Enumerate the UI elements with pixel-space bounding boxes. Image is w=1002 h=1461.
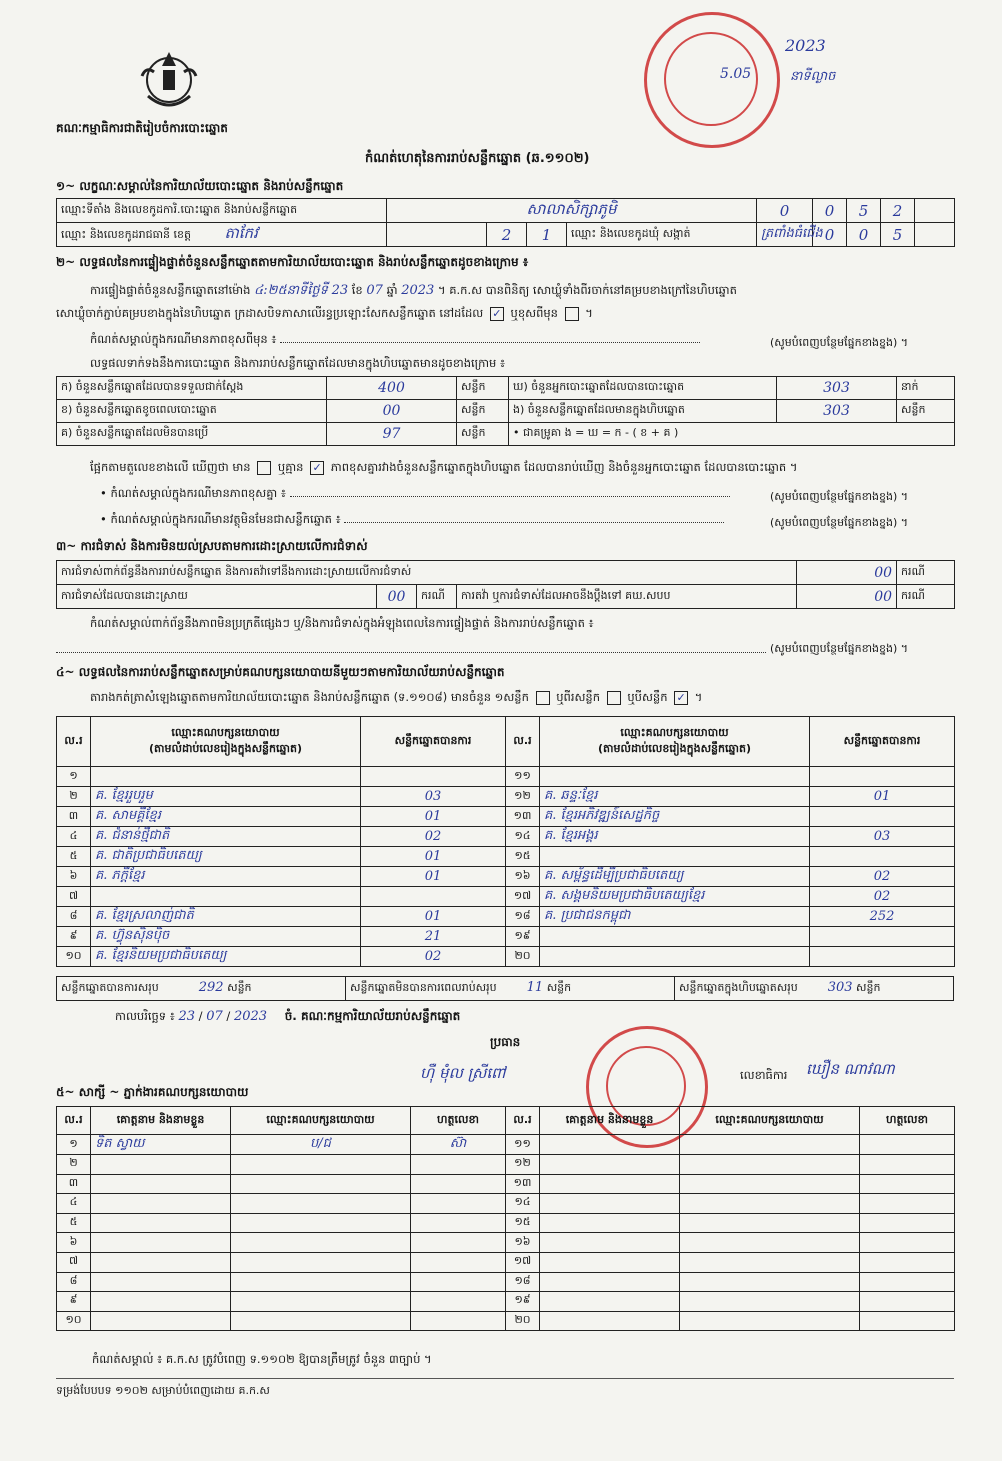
witness-row-number: ១៧ bbox=[506, 1252, 540, 1272]
party-row-number: ៨ bbox=[57, 907, 91, 927]
party-row-number: ៤ bbox=[57, 827, 91, 847]
witness-row-number: ១៨ bbox=[506, 1272, 540, 1292]
witness-row-number: ៦ bbox=[57, 1233, 91, 1253]
party-votes: 02 bbox=[361, 947, 506, 967]
witness-row-number: ១៣ bbox=[506, 1174, 540, 1194]
party-votes: 01 bbox=[361, 907, 506, 927]
party-name bbox=[540, 847, 810, 867]
party-row-number: ១៨ bbox=[506, 907, 540, 927]
commune-value: ត្រពាំងធំជើង bbox=[757, 223, 813, 247]
witness-name bbox=[540, 1233, 680, 1253]
unchanged-checkbox[interactable]: ✓ bbox=[490, 307, 504, 321]
party-votes bbox=[810, 927, 955, 947]
party-row-number: ១៣ bbox=[506, 807, 540, 827]
witness-name bbox=[540, 1311, 680, 1331]
party-votes: 02 bbox=[810, 867, 955, 887]
witness-signature bbox=[860, 1155, 955, 1175]
verification-year: 2023 bbox=[401, 283, 435, 298]
party-row-number: ១០ bbox=[57, 947, 91, 967]
witness-row-number: ១២ bbox=[506, 1155, 540, 1175]
party-name bbox=[91, 767, 361, 787]
commune-code-3: 5 bbox=[881, 223, 915, 247]
commune-label: ឈ្មោះ និងលេខកូដឃុំ សង្កាត់ bbox=[571, 226, 691, 240]
table-row bbox=[57, 927, 955, 947]
party-votes bbox=[361, 767, 506, 787]
table-row bbox=[57, 1292, 955, 1312]
witness-name bbox=[540, 1174, 680, 1194]
party-row-number: ៣ bbox=[57, 807, 91, 827]
office-code-4: 2 bbox=[881, 199, 915, 223]
witness-name bbox=[540, 1213, 680, 1233]
witness-name: ទិត ស្វាយ bbox=[91, 1135, 231, 1155]
witness-row-number: ៣ bbox=[57, 1174, 91, 1194]
witness-table: ល.រ គោត្តនាម និងនាមខ្លួន ឈ្មោះគណបក្សនយោបាយ ហត្ថលេខា ល.រ គោត្តនាម និងនាមខ្លួន ឈ្មោះគណបក្សនយោបាយ ហត្ថលេខា ១ ទិត ស្វាយ ប/ជ ស៊ា ១១ ២ ១២ ៣ ១៣ ៤ ១៤ ៥ ១៥ ៦ ១៦ ៧ ១៧ ៨ ១៨ ៩ ១៩ ១០ ២០ bbox=[56, 1106, 955, 1331]
witness-signature bbox=[411, 1155, 506, 1175]
party-results-table: ល.រ ឈ្មោះគណបក្សនយោបាយ (តាមលំដាប់លេខរៀងក្នុងសន្លឹកឆ្នោត) សន្លឹកឆ្នោតបានការ ល.រ ឈ្មោះគណបក្សនយោបាយ (តាមលំដាប់លេខរៀងក្នុងសន្លឹកឆ្នោត) សន្លឹកឆ្នោតបានការ ១ ១១ ២ គ. ខ្មែររួបរួម 03 ១២ គ. ឆន្ទៈខ្មែរ 01 ៣ គ. សាមគ្គីខ្មែរ 01 ១៣ គ. ខ្មែរអភិវឌ្ឍន៍សេដ្ឋកិច្ច ៤ គ. ជំនាន់ថ្មីជាតិ 02 ១៤ គ. ខ្មែរអង្គរ 03 ៥ គ. ជាតិប្រជាធិបតេយ្យ 01 ១៥ ៦ គ. ភក្តីខ្មែរ 01 ១៦ គ. សម្ព័ន្ធដើម្បីប្រជាធិបតេយ្យ 02 ៧ ១៧ គ. សង្គមនិយមប្រជាធិបតេយ្យខ្មែរ 02 ៨ គ. ខ្មែរស្រលាញ់ជាតិ 01 ១៨ គ. ប្រជាជនកម្ពុជា 252 ៩ គ. ហ៊្វុនស៊ិនប៉ិច 21 ១៩ ១០ គ. ខ្មែរនិយមប្រជាធិបតេយ្យ 02 ២០ bbox=[56, 716, 955, 967]
party-row-number: ១១ bbox=[506, 767, 540, 787]
party-votes: 01 bbox=[361, 847, 506, 867]
witness-signature bbox=[860, 1213, 955, 1233]
spoiled-ballots-value: 00 bbox=[327, 400, 457, 423]
party-row-number: ១៩ bbox=[506, 927, 540, 947]
document-title: កំណត់ហេតុនៃការរាប់សន្លឹកឆ្នោត (ឆ.១១០២) bbox=[365, 151, 590, 166]
section1-title: ១~ លក្ខណៈសម្គាល់នៃការិយាល័យបោះឆ្នោត និងរាប់សន្លឹកឆ្នោត bbox=[56, 179, 344, 193]
section1-table bbox=[56, 198, 955, 247]
province-code-2: 1 bbox=[527, 223, 567, 247]
stamp-date: 2023 bbox=[785, 36, 826, 55]
stamp-time: 5.05 bbox=[720, 66, 752, 82]
office-code-2: 0 bbox=[813, 199, 847, 223]
has-difference-checkbox[interactable] bbox=[257, 461, 271, 475]
foreign-object-bullet: • កំណត់សម្គាល់ក្នុងករណីមានវត្ថុមិនមែនជាសន្លឹកឆ្នោត ៖ bbox=[100, 512, 341, 526]
witness-signature bbox=[411, 1272, 506, 1292]
witness-name bbox=[540, 1135, 680, 1155]
witness-party bbox=[231, 1213, 411, 1233]
verification-paragraph-2: សោឃ្លុំចាក់ភ្ជាប់គម្របខាងក្នុងនៃហិបឆ្នោត ក្រដាសបិទភាសាលើរន្ធប្រឡោះសែកសន្លឹកឆ្នោត នៅដដែល ✓ ឬខុសពីមុន ។ bbox=[56, 306, 593, 320]
witness-party bbox=[231, 1272, 411, 1292]
witness-row-number: ៩ bbox=[57, 1292, 91, 1312]
one-sheet-checkbox[interactable] bbox=[536, 691, 550, 705]
witness-row-number: ១៥ bbox=[506, 1213, 540, 1233]
difference-note: កំណត់សម្គាល់ក្នុងករណីមានភាពខុសពីមុន ៖ bbox=[90, 332, 700, 349]
party-votes bbox=[810, 847, 955, 867]
chairman-name: ហ៊ឺ មុំល ស្រីពៅ bbox=[420, 1064, 506, 1082]
section5-title: ៥~ សាក្សី ~ ភ្នាក់ងារគណបក្សនយោបាយ bbox=[56, 1085, 249, 1099]
table-row bbox=[57, 1233, 955, 1253]
tally-sheet-line: តារាងកត់ត្រាសំឡេងឆ្នោតតាមការិយាល័យបោះឆ្នោត និងរាប់សន្លឹកឆ្នោត (ទ.១១០៨) មានចំនួន ១សន្លឹក ឬពីរសន្លឹក ឬបីសន្លឹក ✓ ។ bbox=[90, 690, 703, 704]
section4-title: ៤~ លទ្ធផលនៃការរាប់សន្លឹកឆ្នោតសម្រាប់គណបក្សនយោបាយនីមួយៗតាមការិយាល័យរាប់សន្លឹកឆ្នោត bbox=[56, 665, 505, 679]
party-name: គ. សម្ព័ន្ធដើម្បីប្រជាធិបតេយ្យ bbox=[540, 867, 810, 887]
party-votes: 01 bbox=[361, 867, 506, 887]
witness-name bbox=[91, 1311, 231, 1331]
table-row bbox=[57, 1194, 955, 1214]
party-row-number: ១៧ bbox=[506, 887, 540, 907]
appeals-count: 00 bbox=[797, 585, 897, 609]
party-votes: 03 bbox=[810, 827, 955, 847]
secretary-name: ឃឿន ណាវណា bbox=[806, 1060, 895, 1078]
party-votes: 01 bbox=[361, 807, 506, 827]
province-code-1: 2 bbox=[487, 223, 527, 247]
witness-signature bbox=[411, 1292, 506, 1312]
committee-name: គណៈកម្មាធិការជាតិរៀបចំការបោះឆ្នោត bbox=[56, 121, 228, 135]
witness-party bbox=[680, 1155, 860, 1175]
three-sheets-checkbox[interactable]: ✓ bbox=[674, 691, 688, 705]
witness-signature bbox=[860, 1311, 955, 1331]
witness-signature bbox=[411, 1252, 506, 1272]
compare-line: ផ្អែកតាមតួលេខខាងលើ ឃើញថា មាន ឬគ្មាន ✓ ភាពខុសគ្នារវាងចំនួនសន្លឹកឆ្នោតក្នុងហិបឆ្នោត ដែលបានរាប់ឃើញ និងចំនួនអ្នកបោះឆ្នោត ដែលបានបោះឆ្នោត ។ bbox=[90, 460, 798, 474]
witness-name bbox=[91, 1194, 231, 1214]
table-row bbox=[57, 1311, 955, 1331]
table-row bbox=[57, 907, 955, 927]
party-row-number: ១៥ bbox=[506, 847, 540, 867]
table-row bbox=[57, 827, 955, 847]
witness-row-number: ១៤ bbox=[506, 1194, 540, 1214]
party-name: គ. ឆន្ទៈខ្មែរ bbox=[540, 787, 810, 807]
total-box-value: 303 bbox=[827, 980, 853, 995]
witness-party bbox=[231, 1252, 411, 1272]
chairman-label: ប្រធាន bbox=[490, 1035, 521, 1049]
witness-name bbox=[91, 1213, 231, 1233]
party-row-number: ២០ bbox=[506, 947, 540, 967]
office-value: សាលាសិក្សាភូមិ bbox=[387, 199, 757, 223]
witness-row-number: ៧ bbox=[57, 1252, 91, 1272]
witness-signature bbox=[860, 1174, 955, 1194]
witness-name bbox=[540, 1272, 680, 1292]
witness-name bbox=[540, 1194, 680, 1214]
table-row bbox=[57, 787, 955, 807]
national-emblem-icon bbox=[134, 46, 204, 118]
signing-date: កាលបរិច្ឆេទ ៖ 23 / 07 / 2023 ចំ. គណៈកម្មការិយាល័យរាប់សន្លឹកឆ្នោត bbox=[115, 1009, 461, 1024]
witness-signature bbox=[860, 1194, 955, 1214]
office-code-1: 0 bbox=[757, 199, 813, 223]
witness-party bbox=[231, 1194, 411, 1214]
verification-paragraph-1: ការផ្ទៀងផ្ទាត់ចំនួនសន្លឹកឆ្នោតនៅម៉ោង ៤:២៥នាទីថ្ងៃទី 23 ខែ 07 ឆ្នាំ 2023 ។ គ.ក.ស បានពិនិត្យ សោឃ្លុំទាំងពីរចាក់នៅគម្របខាងក្រៅនៃហិបឆ្នោត bbox=[90, 283, 737, 298]
verification-time: ៤:២៥នាទីថ្ងៃទី bbox=[254, 283, 328, 298]
verification-day: 23 bbox=[331, 283, 349, 298]
party-row-number: ១២ bbox=[506, 787, 540, 807]
voters-value: 303 bbox=[777, 377, 897, 400]
party-row-number: ៦ bbox=[57, 867, 91, 887]
table-row bbox=[57, 1213, 955, 1233]
witness-row-number: ១០ bbox=[57, 1311, 91, 1331]
party-name: គ. ខ្មែរអង្គរ bbox=[540, 827, 810, 847]
witness-party bbox=[680, 1233, 860, 1253]
party-row-number: ១ bbox=[57, 767, 91, 787]
party-row-number: ៧ bbox=[57, 887, 91, 907]
party-votes: 21 bbox=[361, 927, 506, 947]
party-name bbox=[540, 947, 810, 967]
two-sheets-checkbox[interactable] bbox=[607, 691, 621, 705]
witness-signature bbox=[411, 1311, 506, 1331]
witness-name bbox=[91, 1252, 231, 1272]
party-name bbox=[540, 767, 810, 787]
witness-name bbox=[91, 1292, 231, 1312]
party-name bbox=[540, 927, 810, 947]
witness-signature bbox=[860, 1292, 955, 1312]
party-name: គ. សង្គមនិយមប្រជាធិបតេយ្យខ្មែរ bbox=[540, 887, 810, 907]
party-votes: 252 bbox=[810, 907, 955, 927]
table-row bbox=[57, 1135, 955, 1155]
witness-signature bbox=[860, 1252, 955, 1272]
witness-signature bbox=[860, 1233, 955, 1253]
changed-checkbox[interactable] bbox=[565, 307, 579, 321]
province-label: ឈ្មោះ និងលេខកូដរាជធានី ខេត្ត bbox=[61, 227, 191, 241]
party-votes: 02 bbox=[361, 827, 506, 847]
table-row bbox=[57, 887, 955, 907]
witness-party bbox=[680, 1272, 860, 1292]
witness-name bbox=[91, 1174, 231, 1194]
total-invalid-value: 11 bbox=[526, 980, 544, 995]
table-row bbox=[57, 1252, 955, 1272]
section3-title: ៣~ ការជំទាស់ និងការមិនយល់ស្របតាមការដោះស្រាយលើការជំទាស់ bbox=[56, 539, 368, 553]
witness-party bbox=[680, 1213, 860, 1233]
section2-title: ២~ លទ្ធផលនៃការផ្ទៀងផ្ទាត់ចំនួនសន្លឹកឆ្នោតតាមការិយាល័យបោះឆ្នោត និងរាប់សន្លឹកឆ្នោតដូចខាងក្រោម ៖ bbox=[56, 255, 529, 269]
witness-row-number: ២០ bbox=[506, 1311, 540, 1331]
ballot-count-table: ក) ចំនួនសន្លឹកឆ្នោតដែលបានទទួលជាក់ស្តែង 400 សន្លឹក ឃ) ចំនួនអ្នកបោះឆ្នោតដែលបានបោះឆ្នោត 303 នាក់ ខ) ចំនួនសន្លឹកឆ្នោតខូចពេលបោះឆ្នោត 00 សន្លឹក ង) ចំនួនសន្លឹកឆ្នោតដែលមានក្នុងហិបឆ្នោត 303 សន្លឹក គ) ចំនួនសន្លឹកឆ្នោតដែលមិនបានប្រើ 97 សន្លឹក • ជាគម្រូគា ង = ឃ = ក - ( ខ + គ ) bbox=[56, 376, 955, 446]
witness-name bbox=[91, 1272, 231, 1292]
complaints-count: 00 bbox=[797, 561, 897, 585]
witness-party bbox=[680, 1174, 860, 1194]
irregularity-note: កំណត់សម្គាល់ពាក់ព័ន្ធនឹងភាពមិនប្រក្រតីផ្សេងៗ ឬ/និងការជំទាស់ក្នុងអំឡុងពេលនៃការផ្ទៀងផ្ទាត់ និងការរាប់សន្លឹកឆ្នោត ៖ bbox=[90, 616, 594, 630]
party-row-number: ១៦ bbox=[506, 867, 540, 887]
witness-row-number: ៤ bbox=[57, 1194, 91, 1214]
witness-signature: ស៊ា bbox=[411, 1135, 506, 1155]
witness-name bbox=[91, 1233, 231, 1253]
party-name: គ. ខ្មែរស្រលាញ់ជាតិ bbox=[91, 907, 361, 927]
witness-row-number: ២ bbox=[57, 1155, 91, 1175]
party-name: គ. ប្រជាជនកម្ពុជា bbox=[540, 907, 810, 927]
witness-name bbox=[540, 1252, 680, 1272]
party-name: គ. ជំនាន់ថ្មីជាតិ bbox=[91, 827, 361, 847]
party-name: គ. ហ៊្វុនស៊ិនប៉ិច bbox=[91, 927, 361, 947]
ballots-in-box-value: 303 bbox=[777, 400, 897, 423]
table-row bbox=[57, 947, 955, 967]
office-label: ឈ្មោះទីតាំង និងលេខកូដការិ.បោះឆ្នោត និងរាប់សន្លឹកឆ្នោត bbox=[57, 199, 387, 223]
party-votes bbox=[810, 947, 955, 967]
witness-party: ប/ជ bbox=[231, 1135, 411, 1155]
ballots-received-value: 400 bbox=[327, 377, 457, 400]
party-votes bbox=[361, 887, 506, 907]
witness-row-number: ១ bbox=[57, 1135, 91, 1155]
form-note: ទម្រង់បែបបទ ១១០២ សម្រាប់បំពេញដោយ គ.ក.ស bbox=[56, 1384, 270, 1397]
witness-row-number: ៥ bbox=[57, 1213, 91, 1233]
table-row bbox=[57, 847, 955, 867]
witness-row-number: ១៩ bbox=[506, 1292, 540, 1312]
stamp-note: នាទីល្ងាច bbox=[790, 69, 836, 84]
party-row-number: ៩ bbox=[57, 927, 91, 947]
complaints-table: ការជំទាស់ពាក់ព័ន្ធនឹងការរាប់សន្លឹកឆ្នោត និងការតវ៉ាទៅនឹងការដោះស្រាយលើការជំទាស់ 00 ករណី ការជំទាស់ដែលបានដោះស្រាយ 00 ករណី ការតវ៉ា ឬការជំទាស់ដែលអាចនឹងប្តឹងទៅ គឃ.សបប 00 ករណី bbox=[56, 560, 955, 609]
party-row-number: ១៤ bbox=[506, 827, 540, 847]
results-intro: លទ្ធផលទាក់ទងនឹងការបោះឆ្នោត និងការរាប់សន្លឹកឆ្នោតដែលមានក្នុងហិបឆ្នោតមានដូចខាងក្រោម ៖ bbox=[90, 356, 506, 370]
table-row bbox=[57, 767, 955, 787]
difference-bullet: • កំណត់សម្គាល់ក្នុងករណីមានភាពខុសគ្នា ៖ bbox=[100, 486, 286, 500]
witness-party bbox=[231, 1155, 411, 1175]
party-name: គ. ជាតិប្រជាធិបតេយ្យ bbox=[91, 847, 361, 867]
witness-row-number: ១៦ bbox=[506, 1233, 540, 1253]
table-row bbox=[57, 1174, 955, 1194]
table-row bbox=[57, 807, 955, 827]
table-row bbox=[57, 1272, 955, 1292]
total-valid-value: 292 bbox=[198, 980, 224, 995]
witness-name bbox=[91, 1155, 231, 1175]
table-row bbox=[57, 1155, 955, 1175]
party-votes bbox=[810, 807, 955, 827]
witness-party bbox=[231, 1311, 411, 1331]
secretary-label: លេខាធិការ bbox=[740, 1068, 788, 1082]
party-votes: 02 bbox=[810, 887, 955, 907]
witness-signature bbox=[411, 1194, 506, 1214]
witness-signature bbox=[860, 1272, 955, 1292]
witness-party bbox=[680, 1252, 860, 1272]
witness-row-number: ១១ bbox=[506, 1135, 540, 1155]
resolved-count: 00 bbox=[377, 585, 417, 609]
witness-party bbox=[680, 1194, 860, 1214]
witness-signature bbox=[411, 1174, 506, 1194]
witness-name bbox=[540, 1292, 680, 1312]
province-value: តាកែវ bbox=[224, 223, 258, 242]
party-name: គ. ខ្មែរអភិវឌ្ឍន៍សេដ្ឋកិច្ច bbox=[540, 807, 810, 827]
witness-signature bbox=[411, 1213, 506, 1233]
witness-row-number: ៨ bbox=[57, 1272, 91, 1292]
party-votes: 03 bbox=[361, 787, 506, 807]
witness-party bbox=[231, 1292, 411, 1312]
party-name: គ. ភក្តីខ្មែរ bbox=[91, 867, 361, 887]
witness-name bbox=[540, 1155, 680, 1175]
office-code-3: 5 bbox=[847, 199, 881, 223]
witness-signature bbox=[411, 1233, 506, 1253]
formula: • ជាគម្រូគា ង = ឃ = ក - ( ខ + គ ) bbox=[509, 423, 955, 446]
witness-party bbox=[231, 1174, 411, 1194]
footnote: កំណត់សម្គាល់ ៖ គ.ក.ស ត្រូវបំពេញ ទ.១១០២ ឱ្យបានត្រឹមត្រូវ ចំនួន ៣ច្បាប់ ។ bbox=[92, 1352, 432, 1366]
party-votes: 01 bbox=[810, 787, 955, 807]
verification-month: 07 bbox=[366, 283, 383, 298]
party-votes bbox=[810, 767, 955, 787]
party-name bbox=[91, 887, 361, 907]
party-row-number: ២ bbox=[57, 787, 91, 807]
witness-signature bbox=[860, 1135, 955, 1155]
party-row-number: ៥ bbox=[57, 847, 91, 867]
commune-code-1: 0 bbox=[813, 223, 847, 247]
party-name: គ. សាមគ្គីខ្មែរ bbox=[91, 807, 361, 827]
document-page: គណៈកម្មាធិការជាតិរៀបចំការបោះឆ្នោត 2023 5.05 នាទីល្ងាច កំណត់ហេតុនៃការរាប់សន្លឹកឆ្នោត (ឆ.១១០២) ១~ លក្ខណៈសម្គាល់នៃការិយាល័យបោះឆ្នោត និងរាប់សន្លឹកឆ្នោត ឈ្មោះទីតាំង និងលេខកូដការិ.បោះឆ្នោត និងរាប់សន្លឹកឆ្នោត សាលាសិក្សាភូមិ 0 0 5 2 ឈ្មោះ និងលេខកូដរាជធានី ខេត្ត តាកែវ 2 1 ឈ្មោះ និងលេខកូដឃុំ សង្កាត់ ត្រពាំងធំជើង 0 0 5 ២~ លទ្ធផលនៃការផ្ទៀងផ្ទាត់ចំនួនសន្លឹកឆ្នោតតាមការិយាល័យបោះឆ្នោត និងរាប់សន្លឹកឆ្នោតដូចខាងក្រោម ៖ ការផ្ទៀងផ្ទាត់ចំនួនសន្លឹកឆ្នោតនៅម៉ោង ៤:២៥នាទីថ្ងៃទី 23 ខែ 07 ឆ្នាំ 2023 ។ គ.ក.ស បានពិនិត្យ សោឃ្លុំទាំងពីរចាក់នៅគម្របខាងក្រៅនៃហិបឆ្នោត សោឃ្លុំចាក់ភ្ជាប់គម្របខាងក្នុងនៃហិបឆ្នោត ក្រដាសបិទភាសាលើរន្ធប្រឡោះសែកសន្លឹកឆ្នោត នៅដដែល ✓ ឬខុសពីមុន ។ កំណត់សម្គាល់ក្នុងករណីមានភាពខុសពីមុន ៖ (សូមបំពេញបន្ថែមផ្នែកខាងខ្នង) ។ លទ្ធផលទាក់ទងនឹងការបោះឆ្នោត និងការរាប់សន្លឹកឆ្នោតដែលមានក្នុងហិបឆ្នោតមានដូចខាងក្រោម ៖ ក) ចំនួនសន្លឹកឆ្នោតដែលបានទទួលជាក់ស្តែង 400 សន្លឹក ឃ) ចំនួនអ្នកបោះឆ្នោតដែលបានបោះឆ្នោត 303 នាក់ ខ) ចំនួនសន្លឹកឆ្នោតខូចពេលបោះឆ្នោត 00 សន្លឹក ង) ចំនួនសន្លឹកឆ្នោតដែលមានក្នុងហិបឆ្នោត 303 សន្លឹក គ) ចំនួនសន្លឹកឆ្នោតដែលមិនបានប្រើ 97 សន្លឹក • ជាគម្រូគា ង = ឃ = ក - ( ខ + គ ) ផ្អែកតាមតួលេខខាងលើ ឃើញថា មាន ឬគ្មាន ✓ ភាពខុសគ្នារវាងចំនួនសន្លឹកឆ្នោតក្នុងហិបឆ្នោត ដែលបានរាប់ឃើញ និងចំនួនអ្នកបោះឆ្នោត ដែលបានបោះឆ្នោត ។ • កំណត់សម្គាល់ក្នុងករណីមានភាពខុសគ្នា ៖ (សូមបំពេញបន្ថែមផ្នែកខាងខ្នង) ។ • កំណត់សម្គាល់ក្នុងករណីមានវត្ថុមិនមែនជាសន្លឹកឆ្នោត ៖ (សូមបំពេញបន្ថែមផ្នែកខាងខ្នង) ។ ៣~ ការជំទាស់ និងការមិនយល់ស្របតាមការដោះស្រាយលើការជំទាស់ ការជំទាស់ពាក់ព័ន្ធនឹងការរាប់សន្លឹកឆ្នោត និងការតវ៉ាទៅនឹងការដោះស្រាយលើការជំទាស់ 00 ករណី ការជំទាស់ដែលបានដោះស្រាយ 00 ករណី ការតវ៉ា ឬការជំទាស់ដែលអាចនឹងប្តឹងទៅ គឃ.សបប 00 ករណី កំណត់សម្គាល់ពាក់ព័ន្ធនឹងភាពមិនប្រក្រតីផ្សេងៗ ឬ/និងការជំទាស់ក្នុងអំឡុងពេលនៃការផ្ទៀងផ្ទាត់ និងការរាប់សន្លឹកឆ្នោត ៖ (សូមបំពេញបន្ថែមផ្នែកខាងខ្នង) ។ ៤~ លទ្ធផលនៃការរាប់សន្លឹកឆ្នោតសម្រាប់គណបក្សនយោបាយនីមួយៗតាមការិយាល័យរាប់សន្លឹកឆ្នោត តារាងកត់ត្រាសំឡេងឆ្នោតតាមការិយាល័យបោះឆ្នោត និងរាប់សន្លឹកឆ្នោត (ទ.១១០៨) មានចំនួន ១សន្លឹក ឬពីរសន្លឹក ឬបីសន្លឹក ✓ ។ ល.រ ឈ្មោះគណបក្សនយោបាយ (តាមលំដាប់លេខរៀងក្នុងសន្លឹកឆ្នោត) សន្លឹកឆ្នោតបានការ ល.រ ឈ្មោះគណបក្សនយោបាយ (តាមលំដាប់លេខរៀងក្នុងសន្លឹកឆ្នោត) សន្លឹកឆ្នោតបានការ ១ ១១ ២ គ. ខ្មែររួបរួម 03 ១២ គ. ឆន្ទៈខ្មែរ 01 ៣ គ. សាមគ្គីខ្មែរ 01 ១៣ គ. ខ្មែរអភិវឌ្ឍន៍សេដ្ឋកិច្ច ៤ គ. ជំនាន់ថ្មីជាតិ 02 ១៤ គ. ខ្មែរអង្គរ 03 ៥ គ. ជាតិប្រជាធិបតេយ្យ 01 ១៥ ៦ គ. ភក្តីខ្មែរ 01 ១៦ គ. សម្ព័ន្ធដើម្បីប្រជាធិបតេយ្យ 02 ៧ ១៧ គ. សង្គមនិយមប្រជាធិបតេយ្យខ្មែរ 02 ៨ គ. ខ្មែរស្រលាញ់ជាតិ 01 ១៨ គ. ប្រជាជនកម្ពុជា 252 ៩ គ. ហ៊្វុនស៊ិនប៉ិច 21 ១៩ ១០ គ. ខ្មែរនិយមប្រជាធិបតេយ្យ 02 ២០ សន្លឹកឆ្នោតបានការសរុប 292 សន្លឹក សន្លឹកឆ្នោតមិនបានការពេលរាប់សរុប 11 សន្លឹក សន្លឹកឆ្នោតក្នុងហិបឆ្នោតសរុប 303 សន្លឹក កាលបរិច្ឆេទ ៖ 23 / 07 / 2023 ចំ. គណៈកម្មការិយាល័យរាប់សន្លឹកឆ្នោត ប្រធាន ហ៊ឺ មុំល ស្រីពៅ លេខាធិការ ឃឿន ណាវណា ៥~ សាក្សី ~ ភ្នាក់ងារគណបក្សនយោបាយ ល.រ គោត្តនាម និងនាមខ្លួន ឈ្មោះគណបក្សនយោបាយ ហត្ថលេខា ល.រ គោត្តនាម និងនាមខ្លួន ឈ្មោះគណបក្សនយោបាយ ហត្ថលេខា ១ ទិត ស្វាយ ប/ជ ស៊ា ១១ ២ ១២ ៣ ១៣ ៤ ១៤ ៥ ១៥ ៦ ១៦ ៧ ១៧ ៨ ១៨ ៩ ១៩ ១០ ២០ កំណត់សម្គាល់ ៖ គ.ក.ស ត្រូវបំពេញ ទ.១១០២ ឱ្យបានត្រឹមត្រូវ ចំនួន ៣ច្បាប់ ។ ទម្រង់បែបបទ ១១០២ សម្រាប់បំពេញដោយ គ.ក.ស bbox=[0, 0, 1002, 1461]
party-name: គ. ខ្មែរនិយមប្រជាធិបតេយ្យ bbox=[91, 947, 361, 967]
party-name: គ. ខ្មែររួបរួម bbox=[91, 787, 361, 807]
unused-ballots-value: 97 bbox=[327, 423, 457, 446]
no-difference-checkbox[interactable]: ✓ bbox=[310, 461, 324, 475]
totals-table: សន្លឹកឆ្នោតបានការសរុប 292 សន្លឹក សន្លឹកឆ្នោតមិនបានការពេលរាប់សរុប 11 សន្លឹក សន្លឹកឆ្នោតក្នុងហិបឆ្នោតសរុប 303 សន្លឹក bbox=[56, 976, 954, 1001]
witness-party bbox=[231, 1233, 411, 1253]
witness-party bbox=[680, 1135, 860, 1155]
witness-party bbox=[680, 1311, 860, 1331]
witness-party bbox=[680, 1292, 860, 1312]
table-row bbox=[57, 867, 955, 887]
commune-code-2: 0 bbox=[847, 223, 881, 247]
